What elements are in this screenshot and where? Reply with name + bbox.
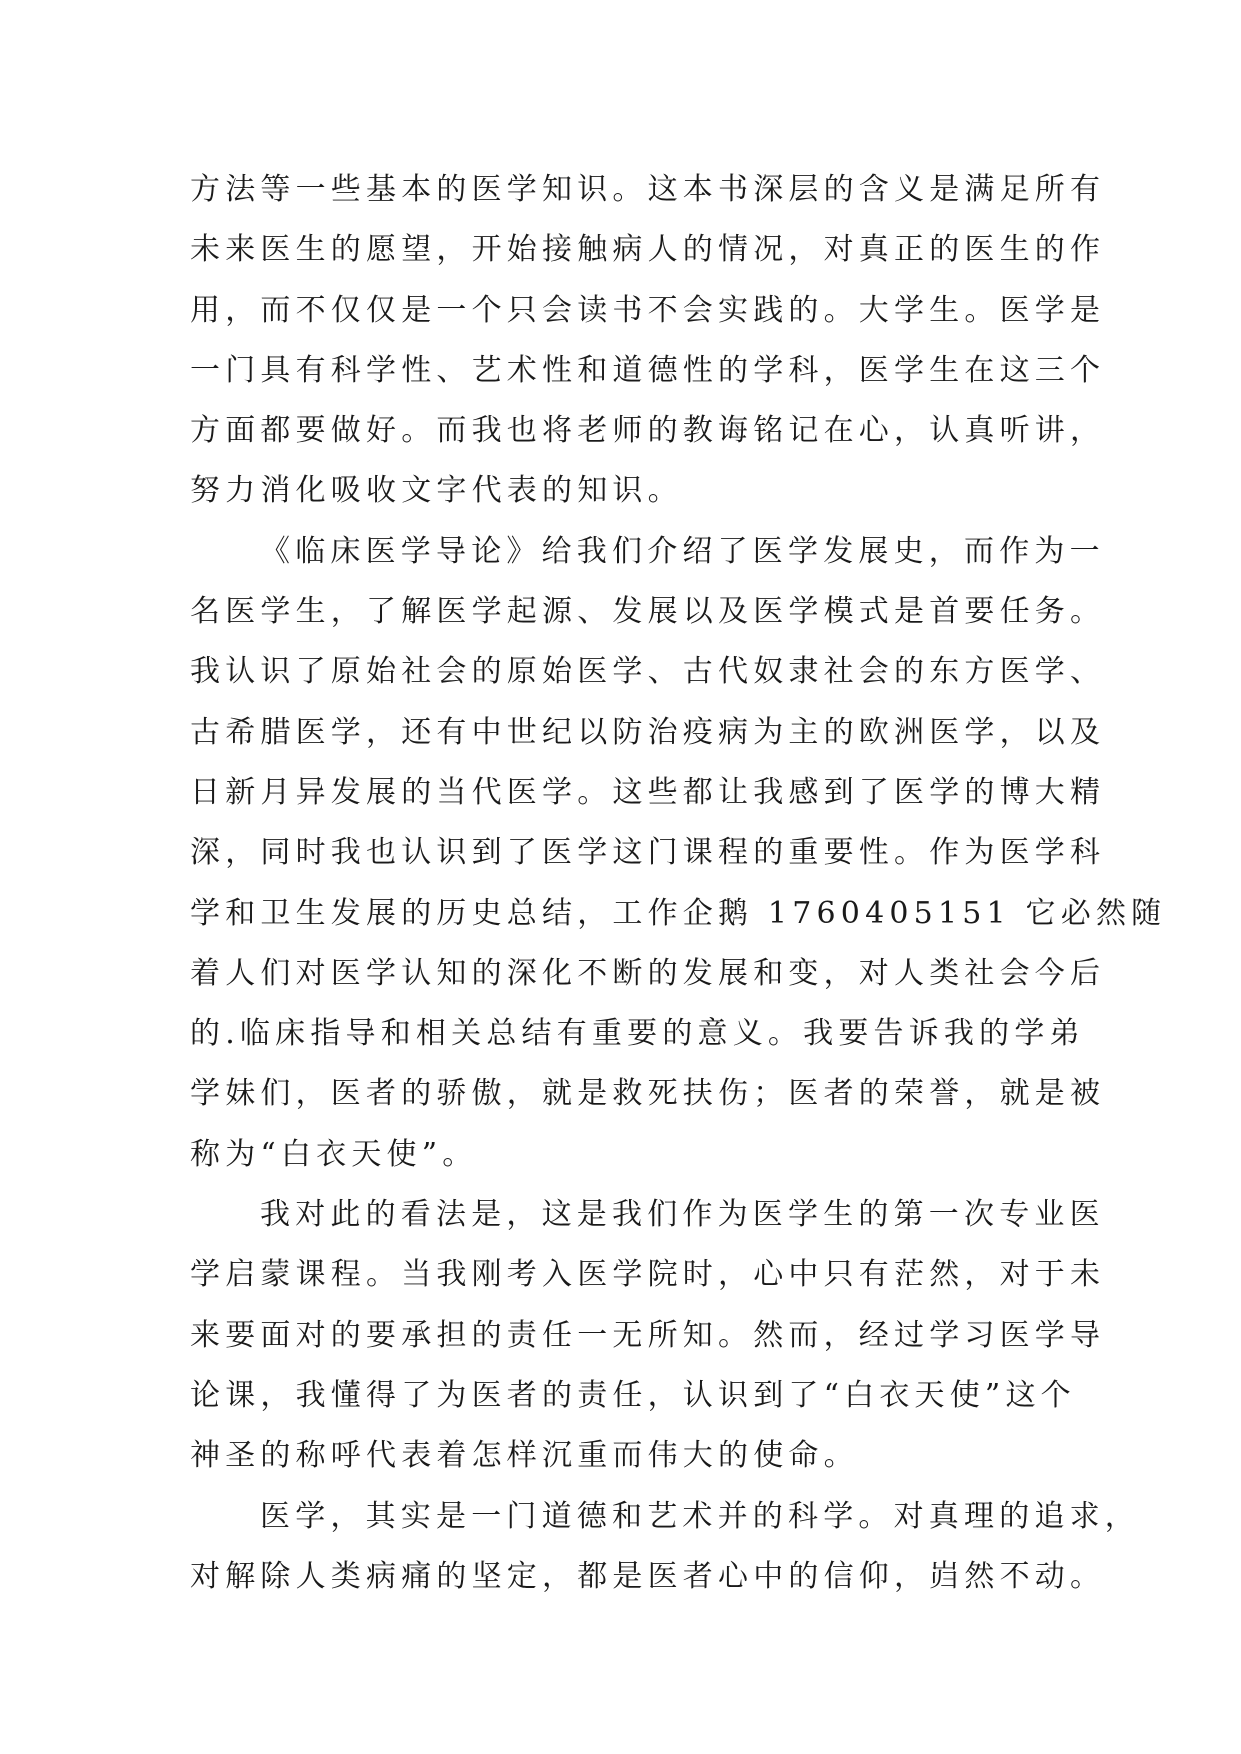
text-line: 神圣的称呼代表着怎样沉重而伟大的使命。 <box>190 1438 859 1474</box>
text-line: 日新月异发展的当代医学。这些都让我感到了医学的博大精 <box>190 774 1106 810</box>
paragraph-start-line: 我对此的看法是，这是我们作为医学生的第一次专业医 <box>260 1197 1105 1233</box>
text-line: 学启蒙课程。当我刚考入医学院时，心中只有茫然，对于未 <box>190 1257 1106 1293</box>
text-line: 名医学生，了解医学起源、发展以及医学模式是首要任务。 <box>190 594 1106 630</box>
text-line: 方法等一些基本的医学知识。这本书深层的含义是满足所有 <box>190 172 1106 207</box>
text-line: 努力消化吸收文字代表的知识。 <box>190 473 683 509</box>
text-line: 用，而不仅仅是一个只会读书不会实践的。大学生。医学是 <box>190 292 1106 328</box>
text-line: 未来医生的愿望，开始接触病人的情况，对真正的医生的作 <box>190 232 1106 268</box>
text-line: 我认识了原始社会的原始医学、古代奴隶社会的东方医学、 <box>190 654 1106 690</box>
text-line: 学妹们，医者的骄傲，就是救死扶伤；医者的荣誉，就是被 <box>190 1076 1106 1112</box>
text-line: 学和卫生发展的历史总结，工作企鹅 1760405151 它必然随 <box>190 895 1167 931</box>
text-line: 方面都要做好。而我也将老师的教诲铭记在心，认真听讲， <box>190 413 1106 449</box>
text-line: 称为“白衣天使”。 <box>190 1136 478 1172</box>
text-line: 着人们对医学认知的深化不断的发展和变，对人类社会今后 <box>190 955 1106 991</box>
text-line: 的.临床指导和相关总结有重要的意义。我要告诉我的学弟 <box>190 1016 1085 1052</box>
paragraph-start-line: 《临床医学导论》给我们介绍了医学发展史，而作为一 <box>260 533 1105 569</box>
text-line: 来要面对的要承担的责任一无所知。然而，经过学习医学导 <box>190 1317 1106 1353</box>
text-line: 古希腊医学，还有中世纪以防治疫病为主的欧洲医学，以及 <box>190 714 1106 750</box>
paragraph-start-line: 医学，其实是一门道德和艺术并的科学。对真理的追求， <box>260 1498 1140 1534</box>
body-text <box>190 160 1167 1607</box>
text-line: 一门具有科学性、艺术性和道德性的学科，医学生在这三个 <box>190 352 1106 388</box>
text-line: 深，同时我也认识到了医学这门课程的重要性。作为医学科 <box>190 835 1106 871</box>
text-line: 论课，我懂得了为医者的责任，认识到了“白衣天使”这个 <box>190 1377 1076 1413</box>
text-line: 对解除人类病痛的坚定，都是医者心中的信仰，岿然不动。 <box>190 1558 1106 1594</box>
